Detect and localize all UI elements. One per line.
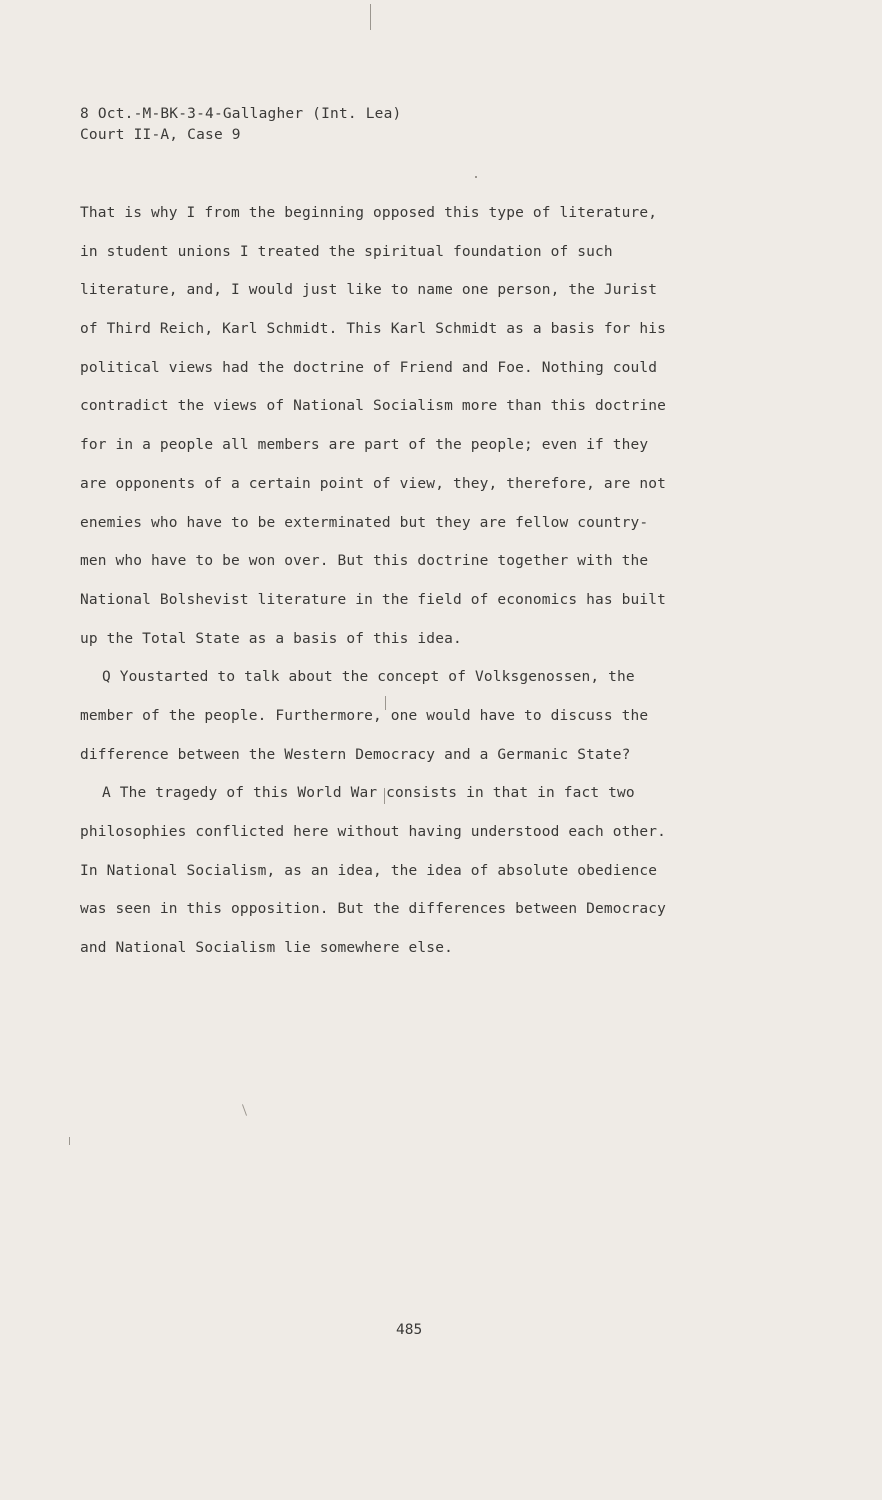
scan-mark-dot — [475, 176, 477, 178]
header-line-1: 8 Oct.-M-BK-3-4-Gallagher (Int. Lea) — [80, 106, 402, 122]
text-line: enemies who have to be exterminated but they are fellow country- — [80, 514, 649, 531]
text-line: in student unions I treated the spiritual foundation of such — [80, 243, 613, 260]
text-line: political views had the doctrine of Friend and Foe. Nothing could — [80, 359, 658, 376]
answer-line: A The tragedy of this World War consists in that in fact two — [102, 785, 635, 802]
text-line: difference between the Western Democracy and a Germanic State? — [80, 746, 631, 763]
document-header — [80, 104, 401, 146]
text-line: up the Total State as a basis of this idea. — [80, 630, 462, 647]
scan-mark-left — [242, 1104, 247, 1116]
page-number: 485 — [396, 1322, 423, 1338]
text-line: National Bolshevist literature in the field of economics has built — [80, 591, 667, 608]
text-line: for in a people all members are part of the people; even if they — [80, 437, 649, 454]
text-line: philosophies conflicted here without having understood each other. — [80, 824, 667, 840]
header-line-2: Court II-A, Case 9 — [80, 127, 241, 143]
text-line: That is why I from the beginning opposed this type of literature, — [80, 205, 658, 221]
text-line: are opponents of a certain point of view, they, therefore, are not — [80, 475, 667, 492]
text-line: was seen in this opposition. But the differences between Democracy — [80, 901, 667, 918]
scan-mark-left-2 — [69, 1137, 70, 1145]
text-line: member of the people. Furthermore, one would have to discuss the — [80, 707, 649, 724]
scan-mark-top — [370, 4, 371, 30]
text-line: and National Socialism lie somewhere else. — [80, 940, 453, 957]
text-line: In National Socialism, as an idea, the idea of absolute obedience — [80, 862, 658, 879]
text-line: of Third Reich, Karl Schmidt. This Karl Schmidt as a basis for his — [80, 321, 667, 338]
text-line: literature, and, I would just like to name one person, the Jurist — [80, 282, 658, 299]
transcript-body — [80, 198, 840, 972]
text-line: contradict the views of National Socialism more than this doctrine — [80, 398, 667, 415]
question-line: Q Youstarted to talk about the concept of Volksgenossen, the — [102, 669, 635, 686]
text-line: men who have to be won over. But this doctrine together with the — [80, 553, 649, 570]
